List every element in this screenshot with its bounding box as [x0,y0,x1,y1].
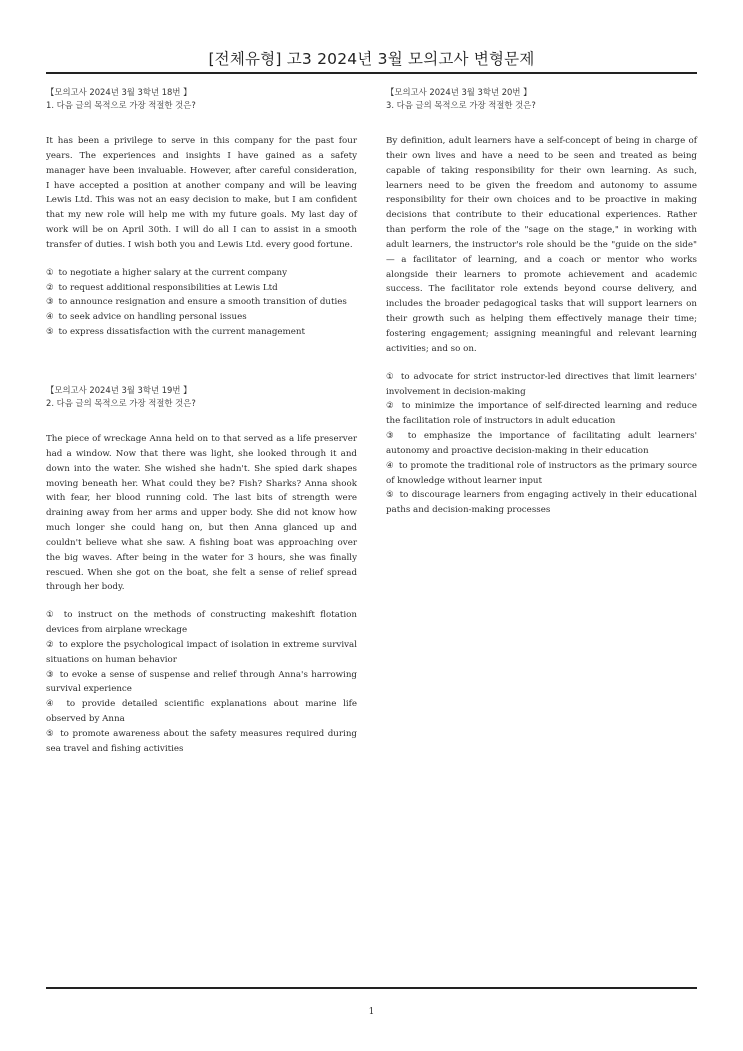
answer-option[interactable] [386,429,697,459]
answer-options [46,266,357,340]
option-number: ① [46,610,57,621]
option-text: to instruct on the methods of constructing makeshift flotation devices from airplane wreckage [46,610,357,636]
option-text: to discourage learners from engaging actively in their educational paths and decision-making processes [386,490,697,516]
answer-option[interactable] [46,310,357,325]
option-text: to negotiate a higher salary at the current company [58,267,288,278]
option-number: ⑤ [46,327,54,338]
question-passage: By definition, adult learners have a self-concept of being in charge of their own lives and have a need to be seen and treated as being capable of taking responsibility for their own learning. As such, learners need to be given the freedom and autonomy to assume responsibility for their own choices and to be proactive in making decisions that contribute to their educational experiences. Rather than perform the role of the "sage on the stage," in working with adult learners, the instructor's role should be the "guide on the side" — a facilitator of learning, and a coach or mentor who works alongside their learners to promote achievement and academic success. The facilitator role extends beyond course delivery, and includes the broader pedagogical tasks that will support learners on their growth such as helping them effectively manage their time; fostering engagement; assigning meaningful and relevant learning activities; and so on. [386,136,697,354]
option-text: to emphasize the importance of facilitating adult learners' autonomy and proactive decision-making in their education [386,431,697,456]
question-source: 【모의고사 2024년 3월 3학년 20번 】 [386,87,532,97]
question-passage: The piece of wreckage Anna held on to that served as a life preserver had a window. Now that there was light, she looked through it and down into the water. She wished she hadn't. She spied dark shapes moving beneath her. What could they be? Fish? Sharks? Anna shook with fear, her blood running cold. The last bits of strength were draining away from her arms and upper body. She did not know how much longer she could hang on, but then Anna glanced up and couldn't believe what she saw. A fishing boat was approaching over the big waves. After being in the water for 3 hours, she was finally rescued. When she got on the boat, she felt a sense of relief spread through her body. [46,433,357,593]
answer-option[interactable] [46,697,357,727]
question-prompt: 3. 다음 글의 목적으로 가장 적절한 것은? [386,100,536,110]
question-2 [46,384,357,757]
option-text: to request additional responsibilities at Lewis Ltd [58,282,278,293]
answer-option[interactable] [46,727,357,757]
answer-option[interactable] [46,325,357,340]
answer-option[interactable] [46,281,357,296]
question-prompt: 2. 다음 글의 목적으로 가장 적절한 것은? [46,397,196,408]
option-text: to minimize the importance of self-directed learning and reduce the facilitation role of instructors in adult education [386,401,697,427]
question-1 [46,86,357,340]
option-text: to seek advice on handling personal issues [58,312,247,323]
option-text: to provide detailed scientific explanations about marine life observed by Anna [46,699,357,725]
answer-options [386,370,697,518]
option-number: ③ [46,669,55,680]
option-text: to promote the traditional role of instructors as the primary source of knowledge without learner input [386,460,697,486]
option-number: ② [46,639,54,650]
option-text: to express dissatisfaction with the current management [58,327,305,338]
option-number: ③ [386,431,399,442]
page-title: [전체유형] 고3 2024년 3월 모의고사 변형문제 [208,50,535,68]
option-number: ① [46,267,54,278]
answer-option[interactable] [46,668,357,698]
header-divider [46,72,697,74]
page-number: 1 [368,1007,375,1017]
option-number: ④ [386,460,394,471]
option-text: to announce resignation and ensure a smooth transition of duties [58,297,347,308]
answer-option[interactable] [386,399,697,429]
answer-option[interactable] [386,488,697,518]
option-text: to advocate for strict instructor-led directives that limit learners' involvement in decision-making [386,371,697,397]
question-source: 【모의고사 2024년 3월 3학년 18번 】 [46,87,192,97]
option-text: to promote awareness about the safety measures required during sea travel and fishing activities [46,729,357,754]
answer-option[interactable] [386,459,697,489]
option-number: ③ [46,297,54,308]
answer-option[interactable] [46,608,357,638]
option-number: ④ [46,312,54,323]
question-passage: It has been a privilege to serve in this company for the past four years. The experiences and insights I have gained as a safety manager have been invaluable. However, after careful consideration, I have accepted a position at another company and will be leaving Lewis Ltd. This was not an easy decision to make, but I am confident that my new role will help me with my future goals. My last day of work will be on April 30th. I will do all I can to assist in a smooth transfer of duties. I wish both you and Lewis Ltd. every good fortune. [46,136,357,250]
option-text: to explore the psychological impact of isolation in extreme survival situations on human behavior [46,639,357,665]
question-prompt: 1. 다음 글의 목적으로 가장 적절한 것은? [46,100,196,110]
option-text: to evoke a sense of suspense and relief through Anna's harrowing survival experience [46,669,357,695]
option-number: ② [46,282,54,293]
option-number: ④ [46,699,58,710]
answer-option[interactable] [46,266,357,281]
answer-option[interactable] [386,370,697,400]
answer-option[interactable] [46,295,357,310]
answer-options [46,608,357,756]
option-number: ② [386,401,396,412]
left-column [46,86,357,757]
option-number: ① [386,371,395,382]
question-3 [386,86,697,518]
answer-option[interactable] [46,638,357,668]
right-column [386,86,697,518]
question-source: 【모의고사 2024년 3월 3학년 19번 】 [46,384,192,395]
option-number: ⑤ [386,490,395,501]
footer-divider [46,987,697,989]
option-number: ⑤ [46,729,55,739]
